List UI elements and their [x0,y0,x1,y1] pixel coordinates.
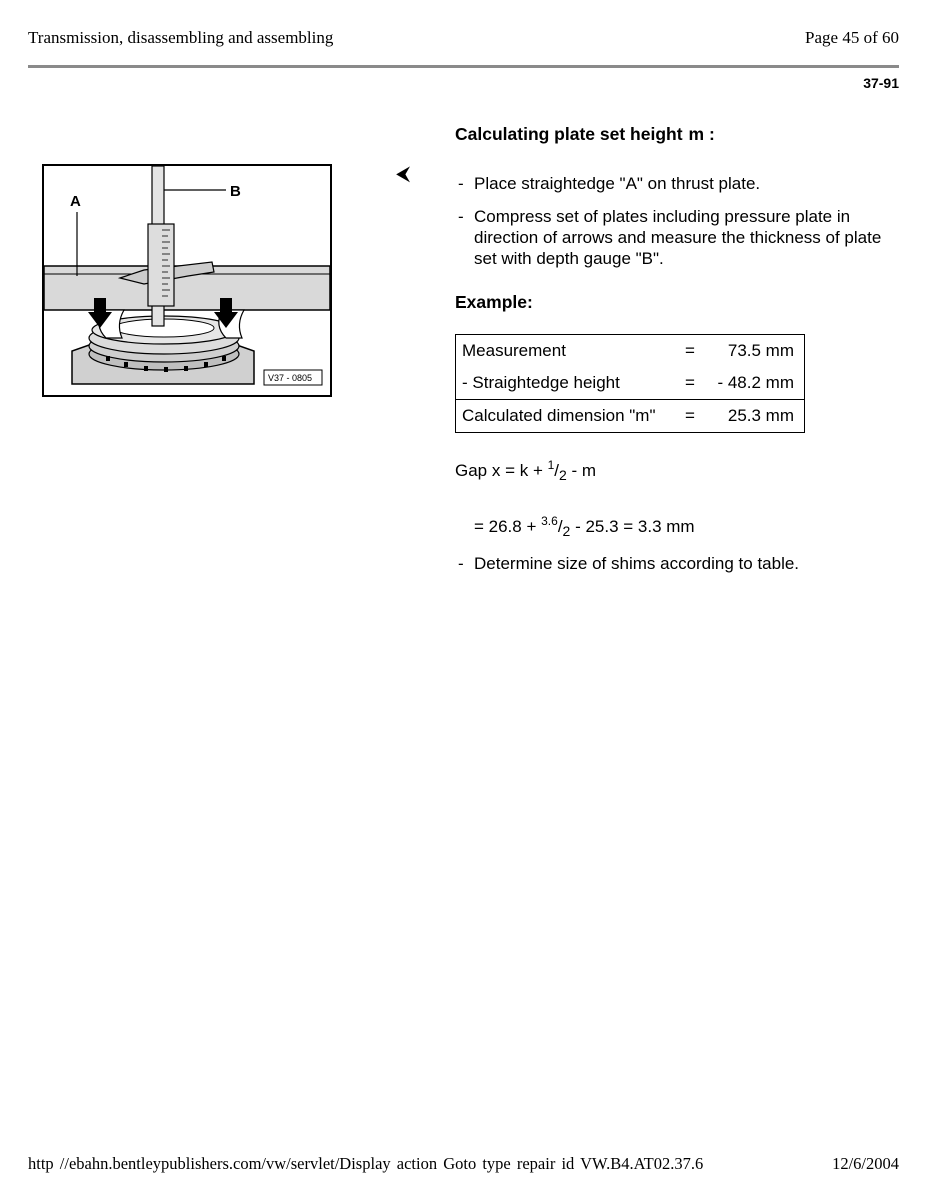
heading-variable: m : [688,124,715,144]
formula-suffix: - 25.3 = 3.3 mm [570,517,695,536]
illustration-plate-set [42,164,332,397]
calculation-table [455,334,805,433]
figure-ref: V37 - 0805 [268,373,313,383]
arrow-pointer-icon: ⮜ [396,163,411,185]
formula-denominator: 2 [562,523,571,539]
row-equals: = [685,373,695,392]
formula-prefix: Gap x = k + [455,461,548,480]
row-label: - Straightedge height [462,373,620,392]
table-row-total [456,399,804,432]
row-value: 25.3 mm [727,406,794,425]
formula-numerator: 1 [547,458,555,472]
formula-denominator: 2 [559,467,567,483]
gap-calculation [474,514,695,539]
row-value: - 48.2 mm [717,373,794,392]
list-item-text: Compress set of plates including pressure plate in direction of arrows and measure the thickness of plate set with depth gauge "B". [474,207,882,268]
formula-slash: / [557,517,563,536]
example-label: Example: [455,292,533,312]
bullet-dash: - [458,207,464,226]
footer-date: 12/6/2004 [832,1154,899,1173]
bullet-dash: - [458,554,464,573]
section-code: 37-91 [863,75,899,91]
table-row [456,367,804,399]
heading-text: Calculating plate set height [455,124,683,144]
row-equals: = [685,406,695,425]
formula-suffix: - m [566,461,597,480]
formula-numerator: 3.6 [541,514,558,528]
list-item-text: Determine size of shims according to table. [474,554,800,573]
document-title: Transmission, disassembling and assembling [28,28,334,47]
formula-prefix: = 26.8 + [474,517,542,536]
page-number: Page 45 of 60 [805,28,899,47]
row-label: Measurement [462,341,566,360]
label-a: A [70,193,81,210]
row-label: Calculated dimension "m" [462,406,656,425]
bullet-dash: - [458,174,464,193]
section-heading [455,124,715,145]
header-divider [28,65,899,68]
list-item-text: Place straightedge "A" on thrust plate. [474,174,761,193]
row-value: 73.5 mm [727,341,794,360]
label-b: B [230,183,241,200]
table-row [456,335,804,367]
footer-url: http //ebahn.bentleypublishers.com/vw/servlet/Display action Goto type repair id VW.B4.AT02.37.6 [28,1154,704,1173]
row-equals: = [685,341,695,360]
formula-slash: / [554,461,560,480]
gap-formula [455,458,596,483]
